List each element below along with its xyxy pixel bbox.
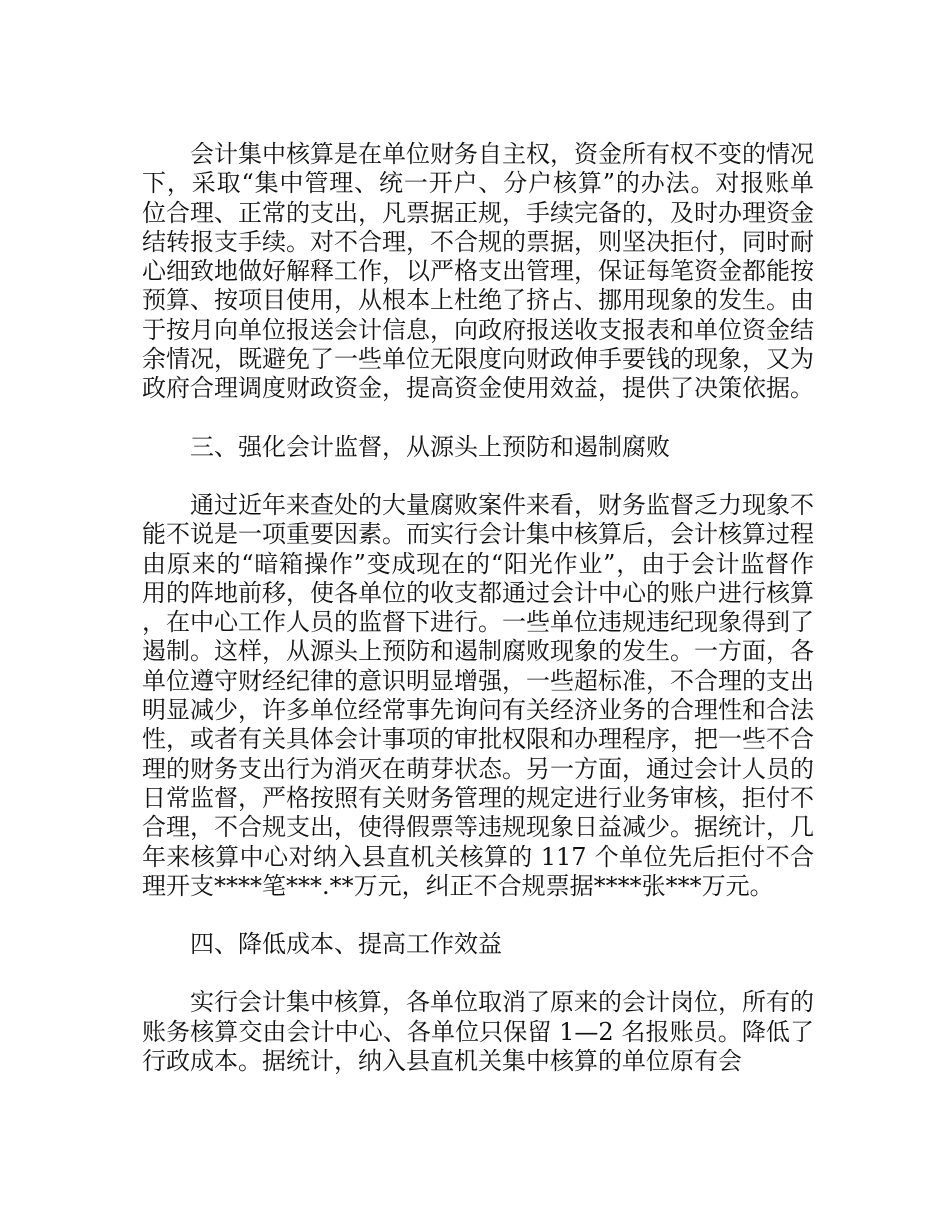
section-heading-3: 三、强化会计监督，从源头上预防和遏制腐败 bbox=[190, 432, 670, 461]
paragraph-centralized-accounting: 会计集中核算是在单位财务自主权，资金所有权不变的情况下，采取“集中管理、统一开户、分户核算”的办法。对报账单位合理、正常的支出，凡票据正规，手续完备的，及时办理资金结转报支手续。对不合理，不合规的票据，则坚决拒付，同时耐心细致地做好解释工作，以严格支出管理，保证每笔资金都能按预算、按项目使用，从根本上杜绝了挤占、挪用现象的发生。由于按月向单位报送会计信息，向政府报送收支报表和单位资金结余情况，既避免了一些单位无限度向财政伸手要钱的现象，又为政府合理调度财政资金，提高资金使用效益，提供了决策依据。 bbox=[142, 140, 814, 403]
paragraph-spacer bbox=[142, 404, 814, 433]
paragraph-accounting-supervision: 通过近年来查处的大量腐败案件来看，财务监督乏力现象不能不说是一项重要因素。而实行会计集中核算后，会计核算过程由原来的“暗箱操作”变成现在的“阳光作业”，由于会计监督作用的阵地前移，使各单位的收支都通过会计中心的账户进行核算，在中心工作人员的监督下进行。一些单位违规违纪现象得到了遏制。这样，从源头上预防和遏制腐败现象的发生。一方面，各单位遵守财经纪律的意识明显增强，一些超标准，不合理的支出明显减少，许多单位经常事先询问有关经济业务的合理性和合法性，或者有关具体会计事项的审批权限和办理程序，把一些不合理的财务支出行为消灭在萌芽状态。另一方面，通过会计人员的日常监督，严格按照有关财务管理的规定进行业务审核，拒付不合理，不合规支出，使得假票等违规现象日益减少。据统计，几年来核算中心对纳入县直机关核算的 117 个单位先后拒付不合理开支****笔***.**万元，纠正不合规票据****张***万元。 bbox=[142, 490, 814, 900]
paragraph-cost-reduction: 实行会计集中核算，各单位取消了原来的会计岗位，所有的账务核算交由会计中心、各单位只保留 1—2 名报账员。降低了行政成本。据统计，纳入县直机关集中核算的单位原有会 bbox=[142, 988, 814, 1076]
paragraph-spacer bbox=[142, 901, 814, 930]
paragraph-spacer bbox=[142, 462, 814, 491]
section-heading-4: 四、降低成本、提高工作效益 bbox=[190, 930, 502, 959]
document-body bbox=[142, 140, 814, 1076]
paragraph-spacer bbox=[142, 959, 814, 988]
